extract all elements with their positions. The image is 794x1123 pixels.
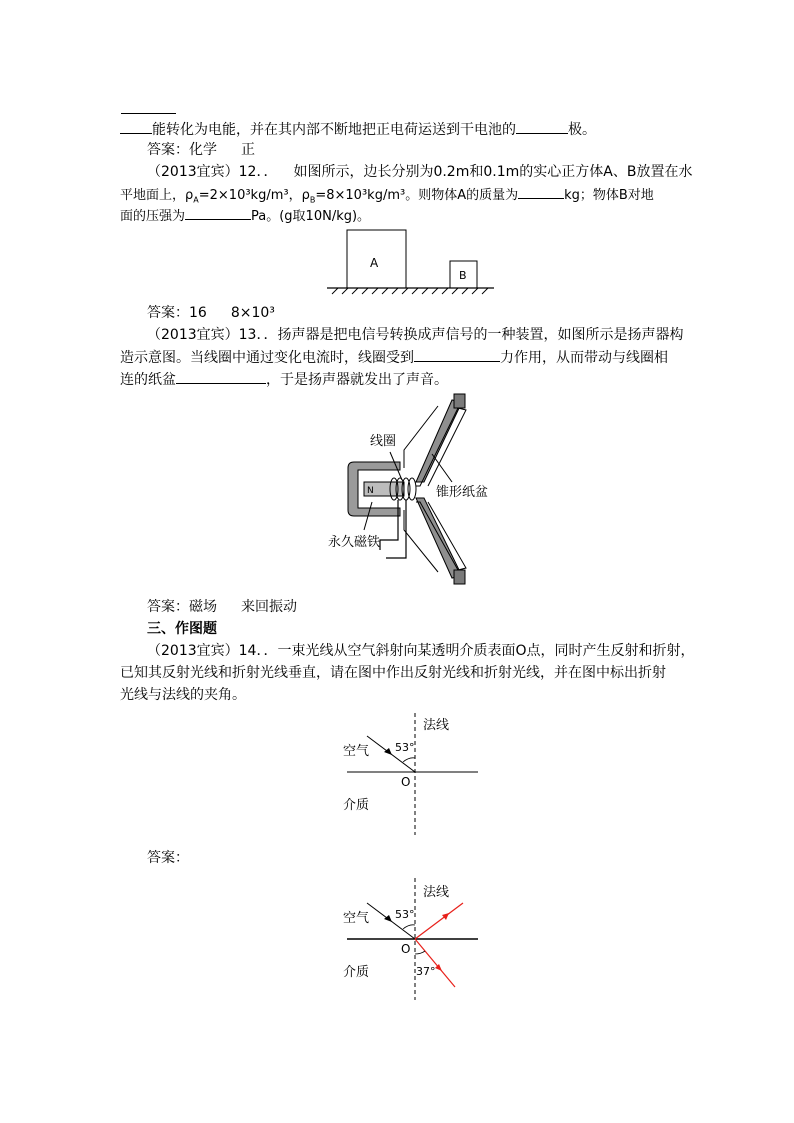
refraction-question-diagram: [335, 705, 495, 840]
text: =2×10³kg/m³，ρ: [198, 188, 310, 203]
question-text: 如图所示，边长分别为0.2m和0.1m的实心正方体A、B放置在水: [293, 164, 693, 180]
subscript: B: [309, 195, 316, 205]
paper-cone-lower: [416, 498, 462, 578]
surround-top: [454, 394, 465, 408]
answer-value: 化学: [189, 142, 217, 158]
question-number: （2013宜宾）12．．: [147, 164, 278, 180]
angle-arc: [403, 925, 415, 929]
refracted-ray: [415, 939, 455, 987]
refracted-angle-label: 37°: [416, 965, 436, 978]
text: =8×10³kg/m³。则物体A的质量为: [315, 188, 519, 203]
q11-answer: [147, 140, 255, 160]
blank: [120, 119, 152, 134]
q11-end: 极。: [568, 122, 596, 138]
ground-hatching: [332, 288, 488, 294]
q11-text: 能转化为电能，并在其内部不断地把正电荷运送到干电池的: [152, 122, 516, 138]
q13-line2: [120, 347, 668, 368]
top-rule: [121, 113, 176, 114]
answer-label: 答案：: [147, 599, 189, 615]
text: 连的纸盆: [120, 372, 176, 388]
question-number: （2013宜宾）14．．: [147, 643, 278, 659]
paper-cone-upper: [416, 400, 462, 482]
magnet-label: 永久磁铁: [328, 535, 381, 550]
reflected-ray: [415, 903, 463, 939]
block-a-label: A: [370, 256, 379, 270]
text: 造示意图。当线圈中通过变化电流时，线圈受到: [120, 350, 414, 366]
q14-line3: 光线与法线的夹角。: [120, 687, 246, 703]
answer-label: 答案：: [147, 142, 189, 158]
q13-line3: [120, 369, 448, 390]
blank: [176, 369, 266, 384]
answer-label: 答案：: [147, 305, 189, 321]
q12-answer: [147, 303, 275, 323]
normal-label: 法线: [423, 885, 450, 900]
medium-label: 介质: [343, 798, 370, 813]
surround-bottom: [454, 570, 465, 584]
frame: [404, 406, 438, 572]
blank: [516, 119, 568, 134]
q14-line2: 已知其反射光线和折射光线垂直，请在图中作出反射光线和折射光线，并在图中标出折射: [120, 665, 666, 681]
text: kg；物体B对地: [564, 188, 654, 203]
text: ，于是扬声器就发出了声音。: [266, 372, 448, 388]
section-title: 三、作图题: [147, 621, 217, 637]
o-label: O: [401, 942, 411, 956]
refraction-answer-diagram: [335, 872, 495, 1007]
refracted-angle-arc: [415, 951, 425, 954]
blank: [185, 205, 251, 220]
answer-value: 磁场: [189, 599, 217, 615]
question-text: 扬声器是把电信号转换成声信号的一种装置，如图所示是扬声器构: [277, 327, 684, 343]
answer-value: 8×10³: [230, 305, 275, 321]
medium-label: 介质: [343, 965, 370, 980]
blank: [518, 184, 564, 199]
q14-line1: [147, 641, 694, 661]
text: Pa。(g取10N/kg)。: [251, 209, 371, 224]
o-label: O: [401, 775, 411, 789]
q12-line3: [120, 205, 370, 227]
air-label: 空气: [343, 744, 370, 759]
blank: [414, 347, 500, 362]
angle-label: 53°: [395, 908, 415, 921]
q14-answer-label: 答案：: [147, 850, 189, 866]
text: 面的压强为: [120, 209, 186, 224]
text: 平地面上，ρ: [120, 188, 194, 203]
angle-arc: [403, 758, 415, 762]
reflected-arrow: [442, 913, 449, 920]
normal-label: 法线: [423, 718, 450, 733]
text: 力作用，从而带动与线圈相: [500, 350, 668, 366]
air-label: 空气: [343, 911, 370, 926]
blocks-diagram: [320, 225, 500, 300]
cone-label: 锥形纸盆: [436, 485, 489, 500]
q12-line1: [147, 162, 692, 182]
coil-label: 线圈: [370, 434, 397, 449]
answer-value: 16: [189, 305, 207, 321]
loudspeaker-diagram: [320, 390, 489, 590]
block-b-label: B: [459, 269, 467, 282]
q13-line1: [147, 325, 683, 345]
subscript: A: [193, 195, 199, 205]
angle-label: 53°: [395, 741, 415, 754]
q11-line: [120, 119, 596, 140]
answer-value: 来回振动: [241, 599, 297, 615]
question-number: （2013宜宾）13．．: [147, 327, 278, 343]
question-text: 一束光线从空气斜射向某透明介质表面O点，同时产生反射和折射，: [277, 643, 695, 659]
answer-value: 正: [241, 142, 255, 158]
pole-n-label: N: [367, 486, 374, 496]
q13-answer: [147, 597, 297, 617]
